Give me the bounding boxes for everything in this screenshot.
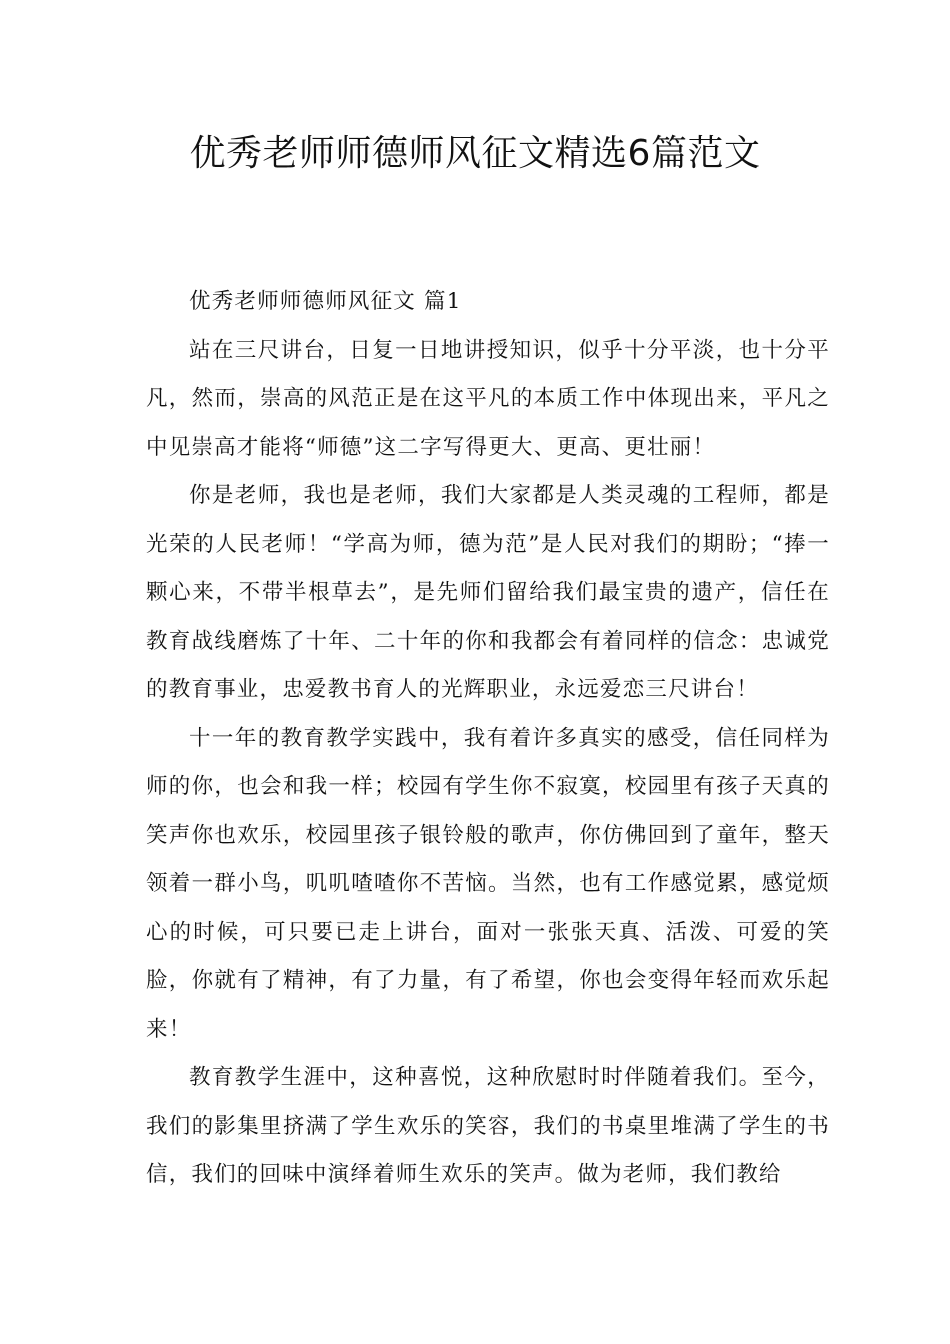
section-heading: 优秀老师师德师风征文 篇1 <box>189 289 462 314</box>
paragraph-4: 教育教学生涯中，这种喜悦，这种欣慰时时伴随着我们。至今，我们的影集里挤满了学生欢乐的笑容，我们的书桌里堆满了学生的书信，我们的回味中演绎着师生欢乐的笑声。做为老师，我们教给 <box>146 1065 830 1187</box>
paragraph-1: 站在三尺讲台，日复一日地讲授知识，似乎十分平淡，也十分平凡，然而，崇高的风范正是在这平凡的本质工作中体现出来，平凡之中见崇高才能将“师德”这二字写得更大、更高、更壮丽！ <box>146 337 830 460</box>
paragraph-2: 你是老师，我也是老师，我们大家都是人类灵魂的工程师，都是光荣的人民老师！“学高为师，德为范”是人民对我们的期盼；“捧一颗心来，不带半根草去”，是先师们留给我们最宝贵的遗产，信任在教育战线磨炼了十年、二十年的你和我都会有着同样的信念：忠诚党的教育事业，忠爱教书育人的光辉职业，永远爱恋三尺讲台！ <box>146 483 830 702</box>
document-title: 优秀老师师德师风征文精选6篇范文 <box>189 133 761 174</box>
paragraph-3: 十一年的教育教学实践中，我有着许多真实的感受，信任同样为师的你，也会和我一样；校园有学生你不寂寞，校园里有孩子天真的笑声你也欢乐，校园里孩子银铃般的歌声，你仿佛回到了童年，整天领着一群小鸟，叽叽喳喳你不苦恼。当然，也有工作感觉累，感觉烦心的时候，可只要已走上讲台，面对一张张天真、活泼、可爱的笑脸，你就有了精神，有了力量，有了希望，你也会变得年轻而欢乐起来！ <box>146 725 830 1042</box>
document-body <box>146 278 830 1200</box>
